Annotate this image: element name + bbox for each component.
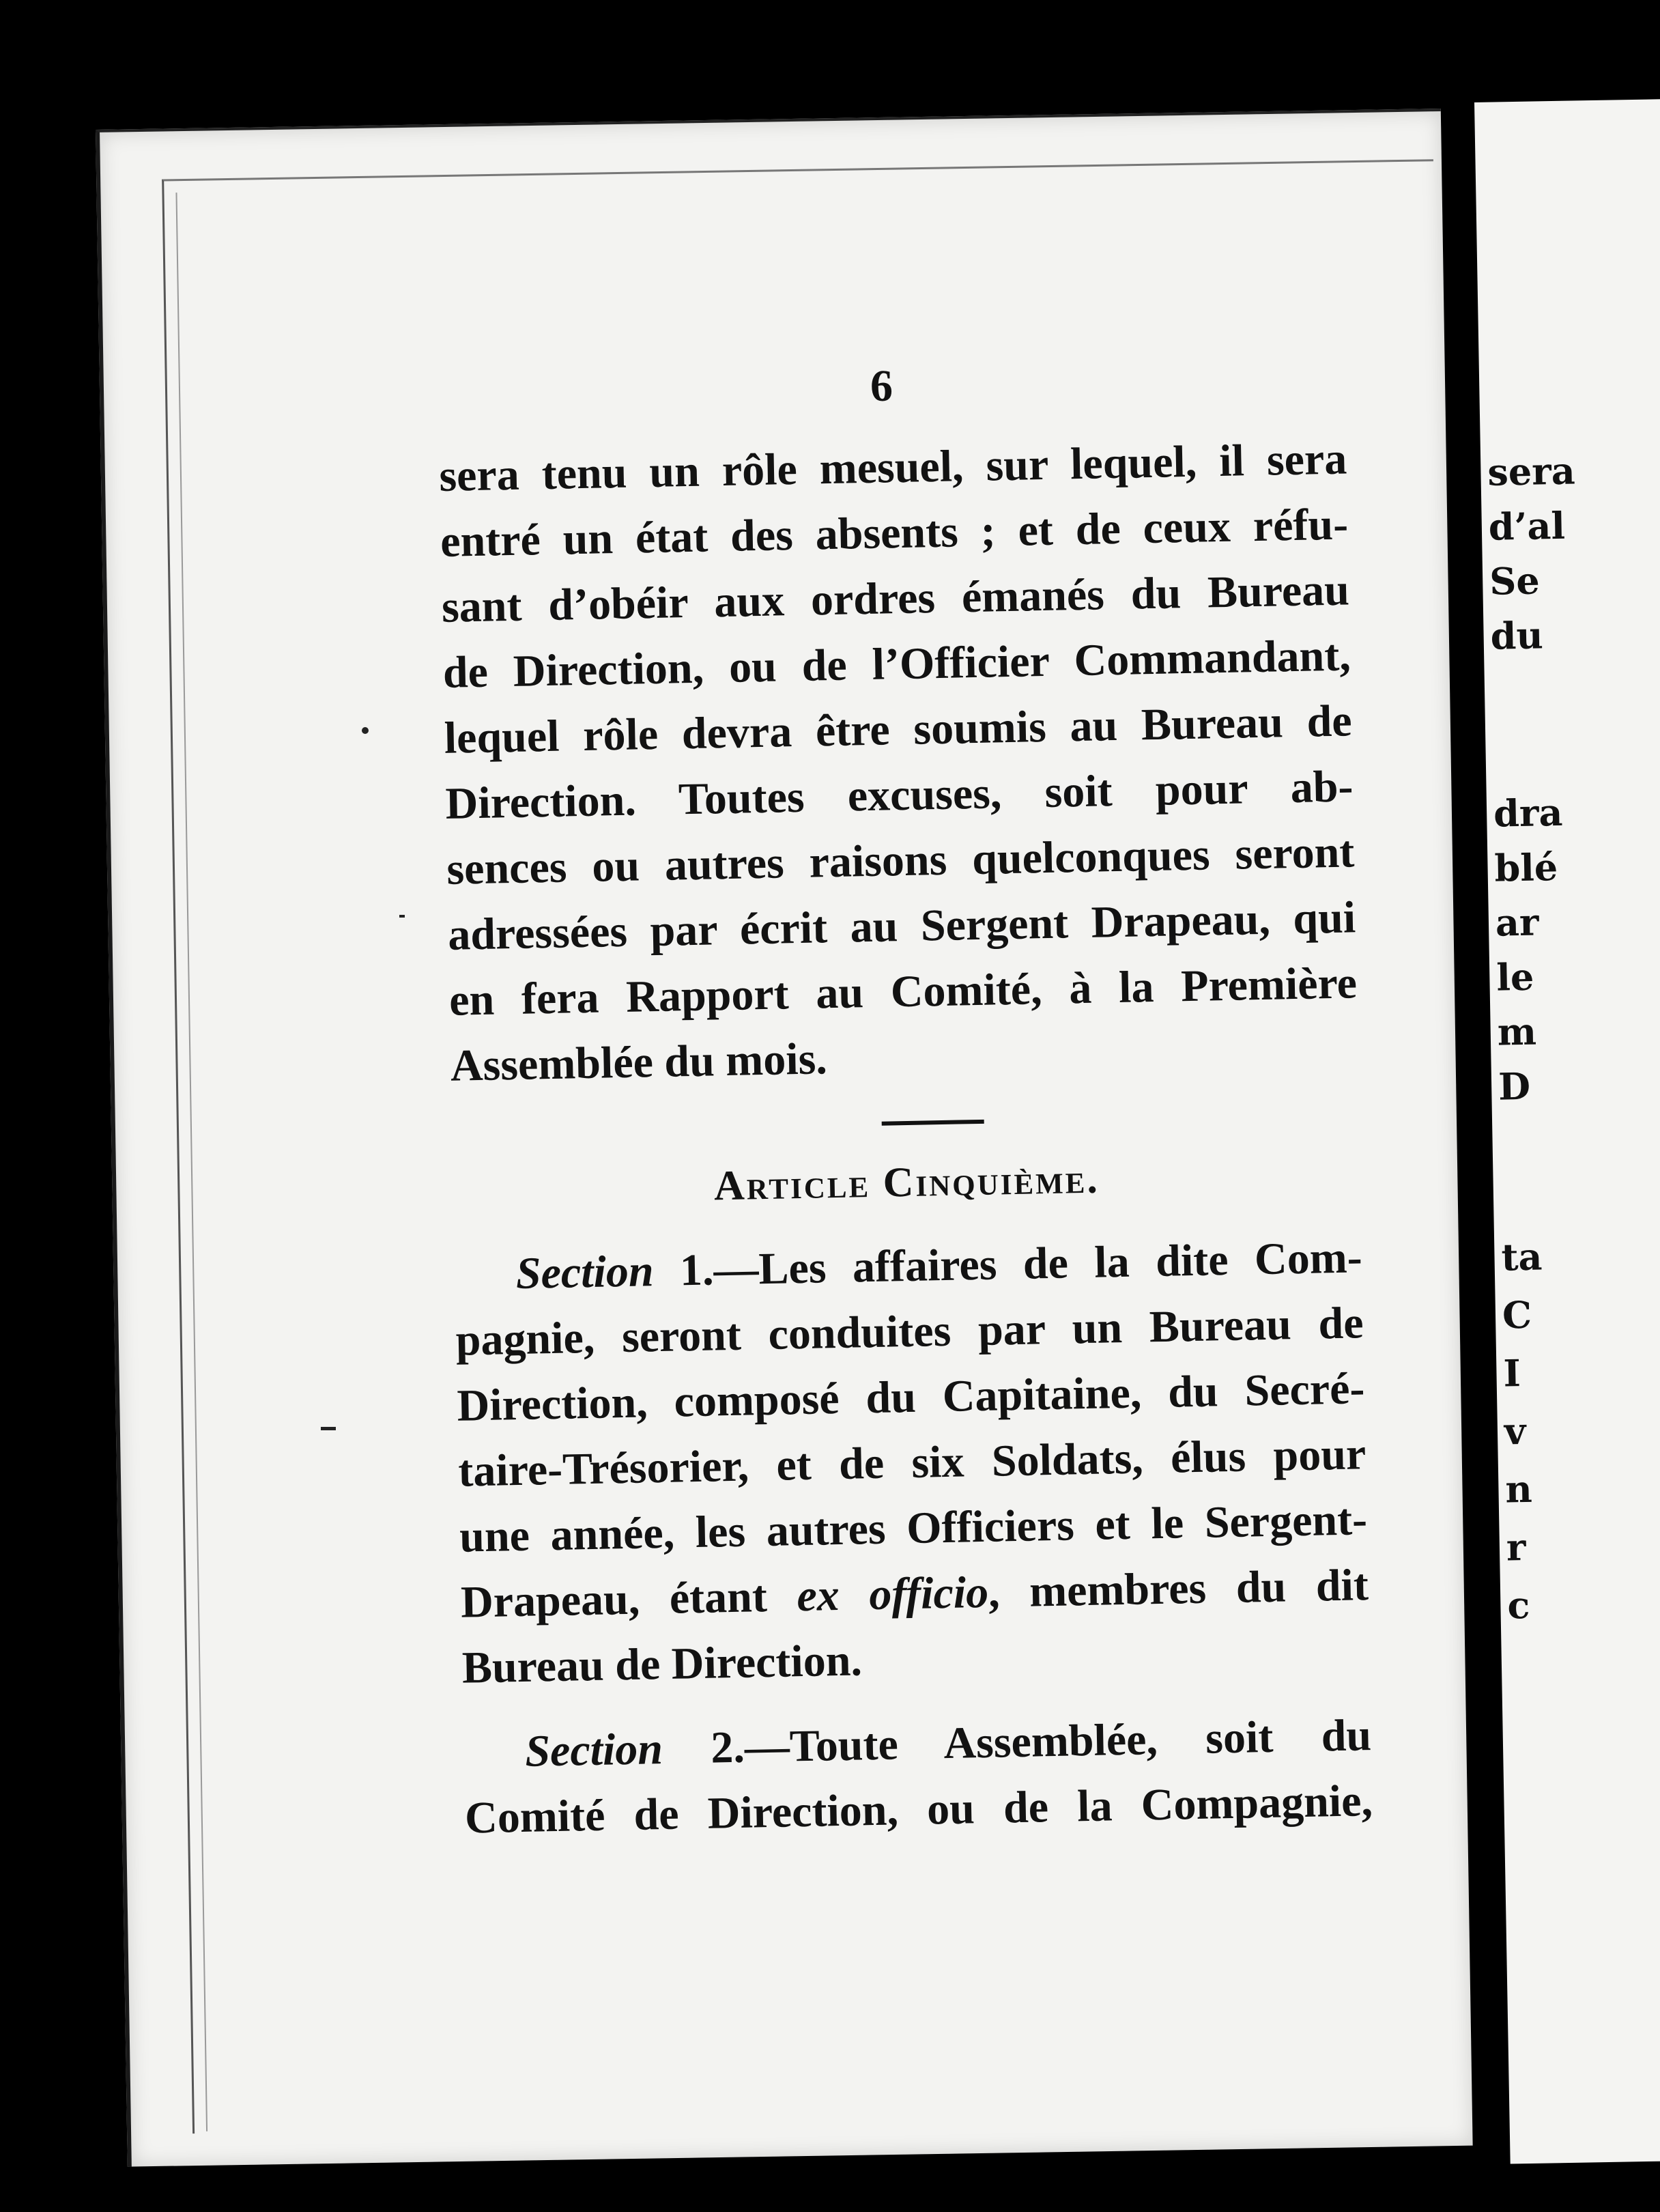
section-text: 1.—Les affaires de la dite Com-: [653, 1232, 1363, 1296]
right-fragment: dra: [1493, 790, 1563, 836]
right-fragment: le: [1496, 954, 1534, 999]
text-line: lequel rôle devra être soumis au Bureau de: [444, 696, 1353, 763]
right-fragment: blé: [1494, 845, 1558, 890]
right-fragment: v: [1504, 1408, 1526, 1454]
right-fragment: ar: [1495, 900, 1539, 945]
text-line: Direction. Toutes excuses, soit pour ab-: [444, 761, 1354, 829]
section-1: [454, 1225, 1371, 1701]
right-fragment: m: [1497, 1009, 1537, 1054]
left-page: [96, 109, 1473, 2167]
right-fragment: n: [1504, 1466, 1533, 1512]
text-line: Bureau de Direction.: [461, 1635, 863, 1693]
section-label: Section: [515, 1246, 655, 1299]
text-line: adressées par écrit au Sergent Drapeau, qui: [447, 892, 1356, 960]
right-fragment: ta: [1500, 1234, 1543, 1279]
margin-mark: [321, 1427, 336, 1430]
text-line: pagnie, seront conduites par un Bureau de: [455, 1298, 1364, 1365]
page-number: 6: [870, 361, 893, 411]
right-fragment: d’al: [1488, 503, 1566, 549]
right-fragment: du: [1490, 613, 1544, 658]
margin-mark: [399, 915, 405, 918]
section-2: [463, 1703, 1373, 1851]
right-fragment: sera: [1487, 449, 1576, 494]
text-line: taire-Trésorier, et de six Soldats, élus pour: [457, 1429, 1366, 1497]
text-line: Comité de Direction, ou de la Compagnie,: [464, 1776, 1373, 1843]
right-fragment: Se: [1489, 558, 1541, 604]
article-heading: Article Cinquième.: [713, 1155, 1100, 1210]
text-line: une année, les autres Officiers et le Sergent-: [459, 1494, 1368, 1562]
text-line: sant d’obéir aux ordres émanés du Bureau: [441, 565, 1350, 632]
text-fragment: , membres du dit: [988, 1560, 1369, 1617]
right-fragment: c: [1506, 1583, 1530, 1628]
text-line: Direction, composé du Capitaine, du Secré-: [456, 1363, 1366, 1431]
right-fragment: D: [1498, 1064, 1531, 1109]
section-text: 2.—Toute Assemblée, soit du: [662, 1710, 1372, 1774]
section-label: Section: [524, 1724, 663, 1776]
text-line: de Direction, ou de l’Officier Commandant,: [442, 630, 1351, 698]
text-line: entré un état des absents ; et de ceux réfu-: [440, 499, 1349, 567]
text-line: Assemblée du mois.: [450, 1034, 828, 1091]
right-page: [1474, 98, 1660, 2164]
text-line: sera tenu un rôle mesuel, sur lequel, il sera: [438, 434, 1347, 501]
margin-mark: [362, 727, 369, 734]
right-fragment: r: [1506, 1525, 1526, 1570]
right-fragment: I: [1502, 1351, 1521, 1395]
italic-phrase: ex officio: [796, 1567, 989, 1621]
text-line: sences ou autres raisons quelconques seront: [446, 827, 1355, 894]
text-fragment: Drapeau, étant: [460, 1571, 798, 1628]
right-fragment: C: [1502, 1292, 1532, 1337]
text-line: en fera Rapport au Comité, à la Première: [448, 958, 1358, 1025]
paragraph: [438, 426, 1358, 1098]
